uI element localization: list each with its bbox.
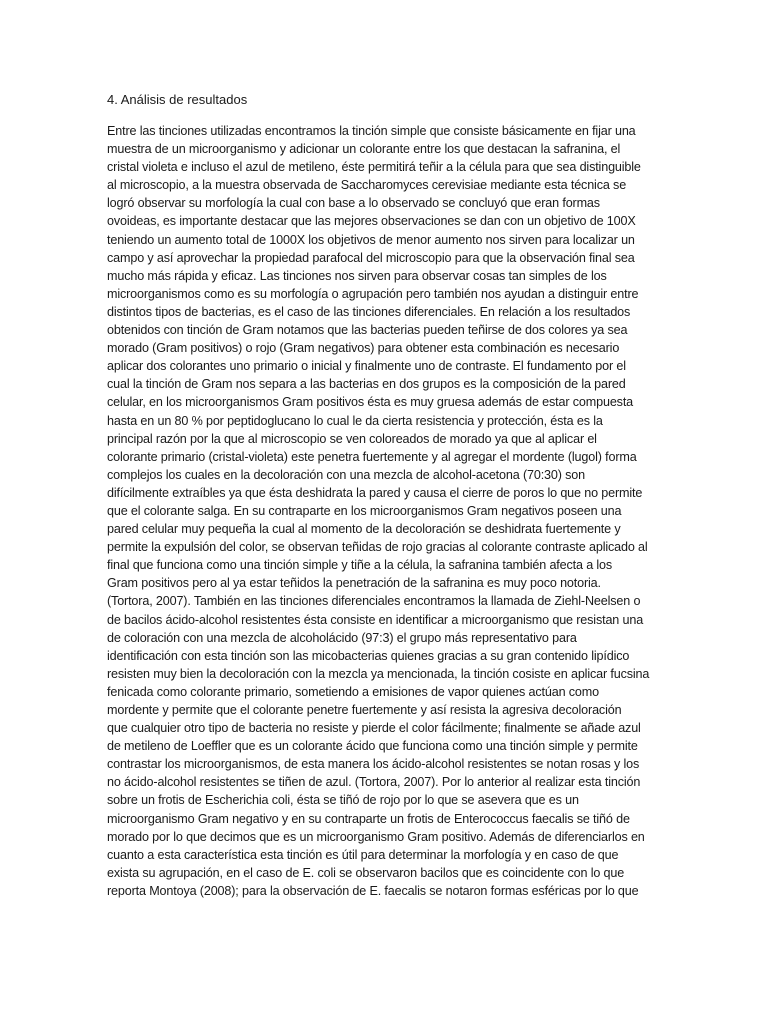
paragraph-line: campo y así aprovechar la propiedad parafocal del microscopio para que la observación final sea <box>107 250 635 265</box>
paragraph-line: cual la tinción de Gram nos separa a las bacterias en dos grupos es la composición de la pared <box>107 377 626 392</box>
paragraph-line: pared celular muy pequeña la cual al momento de la decoloración se deshidrata fuertemente y <box>107 522 621 537</box>
paragraph-line: de metileno de Loeffler que es un colorante ácido que funciona como una tinción simple y permite <box>107 739 638 754</box>
paragraph-line: Gram positivos pero al ya estar teñidos la penetración de la safranina es muy poco notoria. <box>107 576 601 591</box>
paragraph-line: que el colorante salga. En su contraparte en los microorganismos Gram negativos poseen una <box>107 503 622 518</box>
paragraph-line: hasta en un 80 % por peptidoglucano lo cual le da cierta resistencia y protección, ésta es la <box>107 413 603 428</box>
paragraph-line: (Tortora, 2007). También en las tinciones diferenciales encontramos la llamada de Ziehl-Neelsen o <box>107 594 641 609</box>
paragraph-line: identificación con esta tinción son las micobacterias quienes gracias a su gran contenido lipídico <box>107 648 630 663</box>
paragraph-line: de bacilos ácido-alcohol resistentes ésta consiste en identificar a microorganismo que resistan una <box>107 612 644 627</box>
paragraph-line: obtenidos con tinción de Gram notamos que las bacterias pueden teñirse de dos colores ya sea <box>107 323 628 338</box>
paragraph-line: colorante primario (cristal-violeta) este penetra fuertemente y al agregar el mordente (lugol) forma <box>107 449 637 464</box>
paragraph-line: al microscopio, a la muestra observada de Saccharomyces cerevisiae mediante esta técnica se <box>107 178 627 193</box>
paragraph-line: fenicada como colorante primario, sometiendo a emisiones de vapor quienes actúan como <box>107 684 599 699</box>
paragraph-line: microorganismos como es su morfología o agrupación pero también nos ayudan a distinguir entre <box>107 286 639 301</box>
paragraph-line: microorganismo Gram negativo y en su contraparte un frotis de Enterococcus faecalis se tiñó de <box>107 811 630 826</box>
paragraph-line: Entre las tinciones utilizadas encontramos la tinción simple que consiste básicamente en fijar una <box>107 124 636 138</box>
paragraph-line: sobre un frotis de Escherichia coli, ésta se tiñó de rojo por lo que se asevera que es un <box>107 793 579 808</box>
paragraph-line: celular, en los microorganismos Gram positivos ésta es muy gruesa además de estar compuesta <box>107 395 634 410</box>
paragraph-line: cristal violeta e incluso el azul de metileno, éste permitirá teñir a la célula para que sea distinguible <box>107 160 641 175</box>
paragraph-line: complejos los cuales en la decoloración con una mezcla de alcohol-acetona (70:30) son <box>107 467 586 482</box>
paragraph-line: difícilmente extraíbles ya que ésta deshidrata la pared y causa el cierre de poros lo que no permite <box>107 485 643 500</box>
paragraph-line: permite la expulsión del color, se observan teñidas de rojo gracias al colorante contraste aplicado al <box>107 540 648 555</box>
paragraph-line: exista su agrupación, en el caso de E. coli se observaron bacilos que es coincidente con lo que <box>107 865 625 880</box>
paragraph-line: aplicar dos colorantes uno primario o inicial y finalmente uno de contraste. El fundamento por el <box>107 359 626 374</box>
body-paragraph <box>107 122 667 900</box>
paragraph-line: teniendo un aumento total de 1000X los objetivos de menor aumento nos sirven para localizar un <box>107 232 635 247</box>
paragraph-line: reporta Montoya (2008); para la observación de E. faecalis se notaron formas esféricas por lo que <box>107 883 639 898</box>
paragraph-line: cuanto a esta característica esta tinción es útil para determinar la morfología y en caso de que <box>107 847 619 862</box>
paragraph-line: mordente y permite que el colorante penetre fuertemente y así resista la agresiva decoloración <box>107 703 622 717</box>
paragraph-line: morado (Gram positivos) o rojo (Gram negativos) para obtener esta combinación es necesario <box>107 341 620 356</box>
paragraph-line: resisten muy bien la decoloración con la mezcla ya mencionada, la tinción cosiste en aplicar fucsina <box>107 666 650 681</box>
paragraph-line: de coloración con una mezcla de alcoholácido (97:3) el grupo más representativo para <box>107 630 577 645</box>
paragraph-line: distintos tipos de bacterias, es el caso de las tinciones diferenciales. En relación a los resultados <box>107 304 631 319</box>
paragraph-line: contrastar los microorganismos, de esta manera los ácido-alcohol resistentes se notan rosas y los <box>107 757 640 772</box>
paragraph-line: morado por lo que decimos que es un microorganismo Gram positivo. Además de diferenciarlos en <box>107 829 645 844</box>
paragraph-line: mucho más rápida y eficaz. Las tinciones nos sirven para observar cosas tan simples de los <box>107 268 607 283</box>
paragraph-line: no ácido-alcohol resistentes se tiñen de azul. (Tortora, 2007). Por lo anterior al realizar esta tinción <box>107 775 641 790</box>
paragraph-line: muestra de un microorganismo y adicionar un colorante entre los que destacan la safranina, el <box>107 142 621 157</box>
paragraph-line: ovoideas, es importante destacar que las mejores observaciones se dan con un objetivo de 100X <box>107 214 636 229</box>
paragraph-line: que cualquier otro tipo de bacteria no resiste y pierde el color fácilmente; finalmente se añade azul <box>107 721 641 736</box>
paragraph-line: principal razón por la que al microscopio se ven coloreados de morado ya que al aplicar el <box>107 431 597 446</box>
paragraph-line: logró observar su morfología la cual con base a lo observado se concluyó que eran formas <box>107 196 600 211</box>
paragraph-line: final que funciona como una tinción simple y tiñe a la célula, la safranina también afecta a los <box>107 558 613 573</box>
section-heading: 4. Análisis de resultados <box>107 92 248 107</box>
